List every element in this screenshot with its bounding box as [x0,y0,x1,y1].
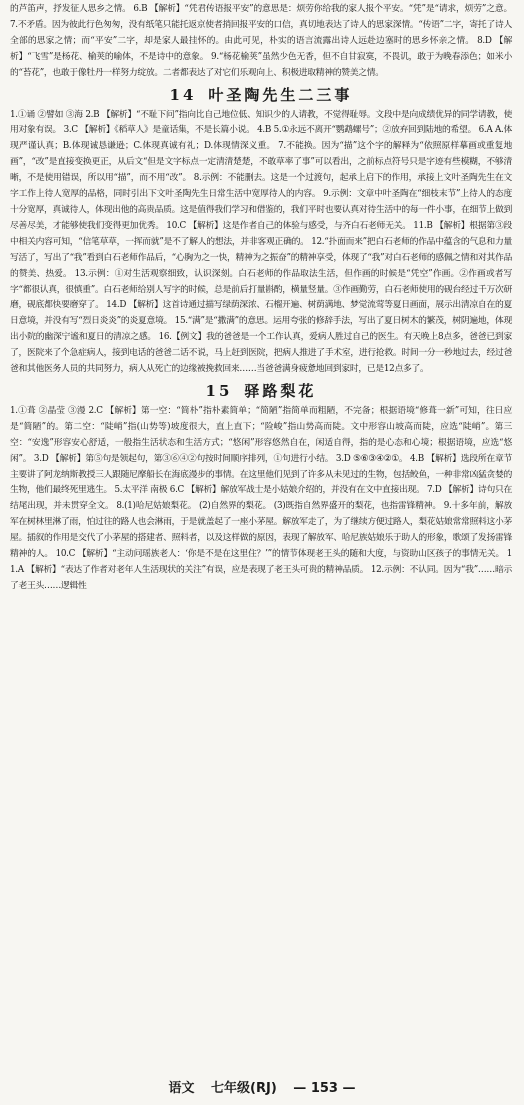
section-title-15 [10,378,512,404]
answer-text-continued: 的芦笛声，抒发征人思乡之情。 6.B 【解析】“凭君传语报平安”的意思是：烦劳你给我的家人报个平安。“凭”是“请求，烦劳”之意。 7.不矛盾。因为彼此行色匆匆，没有纸笔只能托返京使者捎回报平安的口信，真切地表达了诗人的思家深情。“传语”二字，寄托了诗人全部的思家之情；而“平安”二字，却是家人最挂怀的。由此可见，朴实的语言流露出诗人远赴边塞时的思乡怀亲之情。 8.D 【解析】“飞雪”是杨花、榆荚的喻体，不是诗中的意象。 9.“杨花榆荚”虽然少色无香，但不自甘寂寞，不畏讥，敢于为晚春添色；如米小的“苔花”，也敢于像牡丹一样努力绽放。二者都表达了对它们乐观向上、积极进取精神的赞美之情。 [10,4,512,78]
section-title-text: 叶圣陶先生二三事 [208,85,353,104]
footer-grade: 七年级(RJ) [211,1081,277,1096]
answer-text-section-14: 1.①诵 ②譬如 ③海 2.B 【解析】“不耻下问”指向比自己地位低、知识少的人请教，不觉得耻辱。文段中是向成绩优异的同学请教，使用对象有误。 3.C 【解析】《稻草人》是童话集，不是长篇小说。 4.B 5.①永远不离开“鹦鹉螺号”；②放弃回到陆地的希望。 6.A A.体现严谨认真；B.体现诚恳谦逊；C.体现真诚有礼；D.体现情深义重。 7.不能换。因为“描”这个字的解释为“依照原样摹画或重复地画”，“改”是直接变换更正，从后文“但是文字标点一定清清楚楚，不敢草率了事”可以看出，之前标点符号只是字迹有些模糊，不够清晰，不是使用错误，所以用“描”，而不用“改”。 8.示例：不能删去。这是一个过渡句，起承上启下的作用，承接上文叶圣陶先生在文字工作上待人宽厚的品格，同时引出下文叶圣陶先生日常生活中宽厚待人的内容。 9.示例：文章中叶圣陶在“细枝末节”上待人的态度十分宽厚，真诚待人，体现出他的高贵品质。这是值得我们学习和借鉴的，我们平时也要认真对待生活中的每一件小事，在细节上做到尽善尽美，才能够使我们变得更加优秀。 10.C 【解析】这是作者自己的体验与感受，与齐白石老师无关。 11.B 【解析】根据第③段中相关内容可知，“信笔草草，一挥而就”是不了解人的想法，并非客观正确的。 12.“扑面而来”把白石老师的作品中蕴含的气息和力量写活了，写出了“我”看到白石老师作品后，“心胸为之一快，精神为之振奋”的精神享受，体现了“我”对白石老师的感佩之情和对其作品的赞美、热爱。 13.示例：①对生活观察细致，认识深刻。白石老师的作品取法生活，但作画的时候是“凭空”作画。②作画或者写字“都很认真，很慎重”。白石老师给别人写字的时候，总是前后打量斟酌，横量竖量。③作画勤劳，白石老师使用的砚台经过千万次研磨，砚底都快要磨穿了。 14.D 【解析】这首诗通过描写绿荫深浓、石榴开遍、树荫满地、梦觉流莺等夏日画面，展示出清凉自在的夏日意境，并没有写“烈日炎炎”的炎夏意境。 15.“满”是“撒满”的意思。运用夸张的修辞手法，写出了夏日树木的繁茂，树阴遍地，体现出小院的幽深宁谧和夏日的清凉之感。 16.【例文】我的爸爸是一个工作认真，爱病人胜过自己的医生。有天晚上8点多，爸爸已到家了，医院来了个急症病人，接到电话的爸爸二话不说，马上赶到医院，把病人推进了手术室，进行抢救。时间一分一秒地过去，经过爸爸和其他医务人员的共同努力，病人从死亡的边缘被挽救回来……当爸爸满身疲惫地回到家时，已是12点多了。 [10,109,512,375]
page-footer [0,1079,524,1099]
page-number: — 153 — [293,1081,356,1096]
section-title-14 [10,82,512,108]
section-number: 14 [169,85,197,104]
section-title-text: 驿路梨花 [244,381,317,400]
answer-text-section-15: 1.①葺 ②晶莹 ③漫 2.C 【解析】第一空：“简朴”指朴素简单；“简陋”指简单而粗陋，不完备；根据语境“修葺一新”可知，往日应是“简陋”的。第二空：“陡峭”指(山势等)坡度很大，直上直下；“险峻”指山势高而陡。文中形容山坡高而陡，应选“陡峭”。第三空：“安逸”形容安心舒适，一般指生活状态和生活方式；“悠闲”形容悠然自在，闲适自得，指的是心态和心境；根据语境，应选“悠闲”。 3.D 【解析】第⑤句是领起句，第③⑥④②句按时间顺序排列，①句进行小结。 3.D ⑤⑥③④②①。 4.B 【解析】选段所在章节主要讲了阿龙纳斯教授三人跟随尼摩船长在海底漫步的事情。在这里他们见到了许多从未见过的生物，包括鲛鱼，一种非常凶猛贪婪的生物，他们最终死里逃生。 5.太平洋 南极 6.C 【解析】解放军战士是小姑娘介绍的，并没有在文中直接出现。 7.D 【解析】诗句只在结尾出现，并未贯穿全文。 8.(1)哈尼姑娘梨花。 (2)自然界的梨花。 (3)既指自然界盛开的梨花，也指雷锋精神。 9.十多年前，解放军在树林里淋了雨，怕过往的路人也会淋雨，于是就盖起了一座小茅屋。解放军走了，为了继续方便过路人，梨花姑娘常常照料这小茅屋。插叙的作用是交代了小茅屋的搭建者、照料者，以及这样做的原因，表现了解放军、哈尼族姑娘乐于助人的形象，歌颂了发扬雷锋精神的人。 10.C 【解析】“主动问瑶族老人：‘你是不是在这里住？’”的情节体现老王头的随和大度，与资助山区孩子的事情无关。 11.A 【解析】“表达了作者对老年人生活现状的关注”有误，应是表现了老王头可贵的精神品质。 12.示例：不认同。因为“我”……暗示了老王头……逻辑性 [10,405,512,591]
section-number: 15 [205,381,233,400]
footer-subject: 语文 [168,1081,195,1096]
